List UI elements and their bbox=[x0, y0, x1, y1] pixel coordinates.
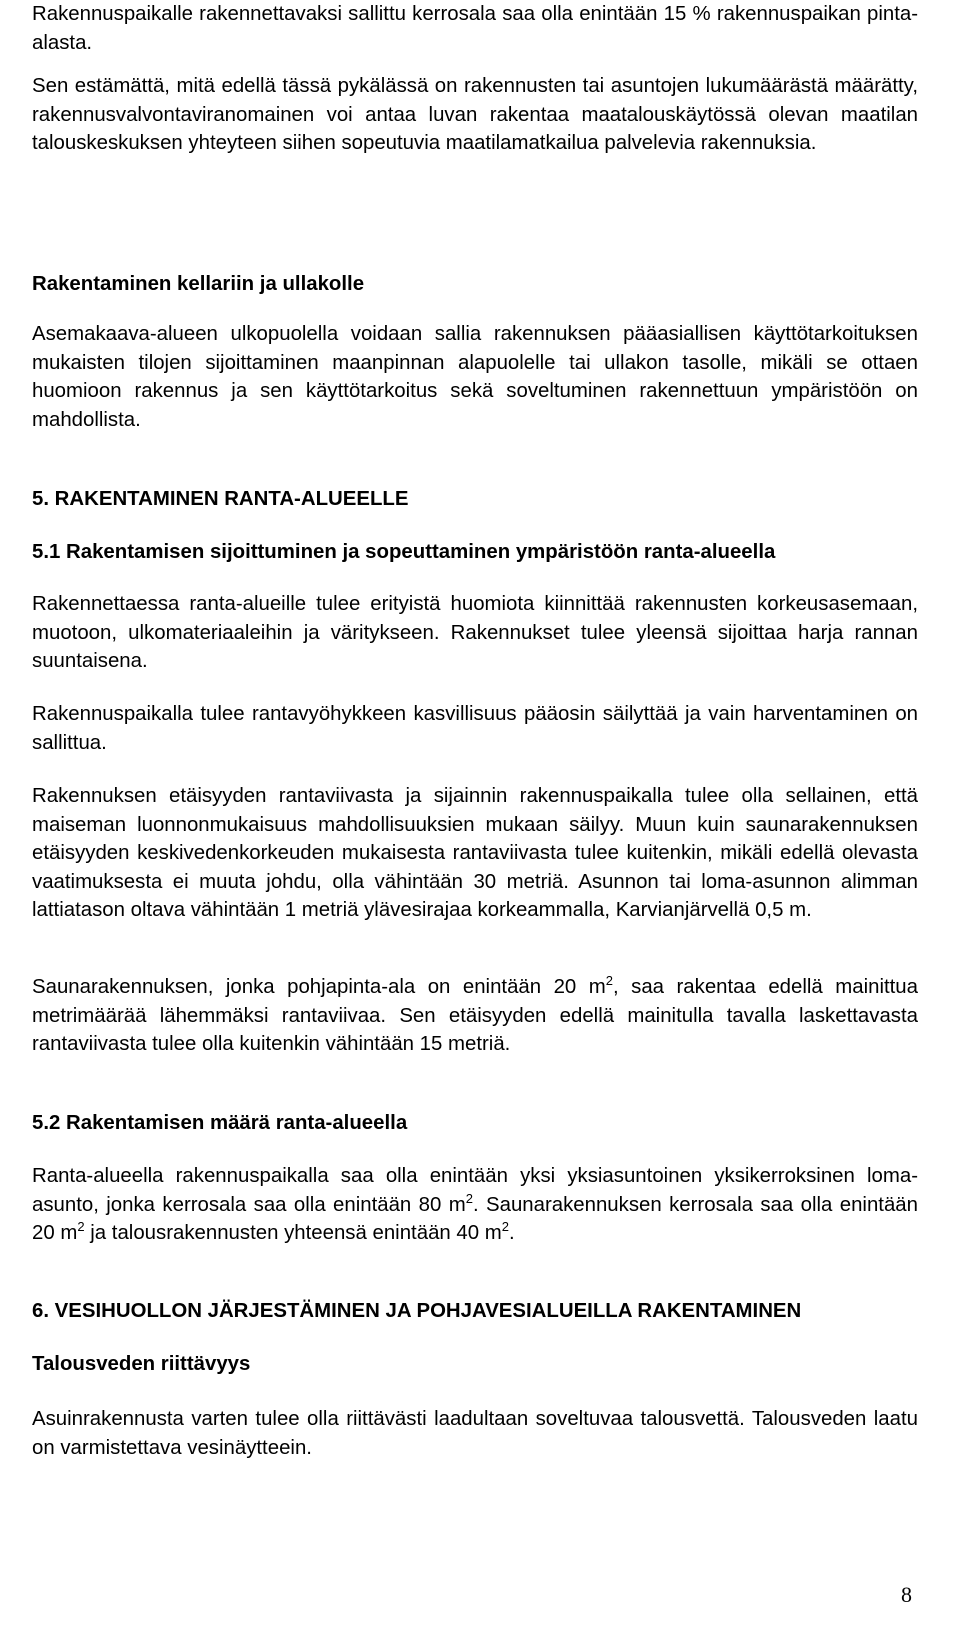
paragraph-maara-text-c: ja talousrakennusten yhteensä enintään 40 m bbox=[84, 1222, 502, 1244]
superscript-2: 2 bbox=[465, 1190, 473, 1206]
paragraph-ranta-sijoittaminen: Rakennettaessa ranta-alueille tulee erityistä huomiota kiinnittää rakennusten korkeusasemaan, muotoon, ulkomateriaaleihin ja väritykseen. Rakennukset tulee yleensä sijoittaa harja rannan suuntaisena. bbox=[32, 593, 918, 672]
heading-talousvesi: Talousveden riittävyys bbox=[32, 1353, 251, 1375]
paragraph-maatilamatkailu: Sen estämättä, mitä edellä tässä pykälässä on rakennusten tai asuntojen lukumäärästä määrätty, rakennusvalvontaviranomainen voi antaa luvan rakentaa maatalouskäytössä olevan maatilan talouskeskuksen yhteyteen siihen sopeutuvia maatilamatkailua palvelevia rakennuksia. bbox=[32, 75, 918, 154]
paragraph-saunarakennus bbox=[32, 973, 918, 1059]
heading-section-5: 5. RAKENTAMINEN RANTA-ALUEELLE bbox=[32, 488, 409, 510]
paragraph-kasvillisuus: Rakennuspaikalla tulee rantavyöhykkeen kasvillisuus pääosin säilyttää ja vain harventaminen on sallittua. bbox=[32, 703, 918, 754]
superscript-2: 2 bbox=[77, 1219, 85, 1234]
paragraph-maara-text-b: . Saunarakennuksen kerrosala saa olla enintään 20 m bbox=[32, 1193, 918, 1244]
paragraph-saunarakennus-text-a: Saunarakennuksen, jonka pohjapinta-ala on enintään 20 m bbox=[32, 976, 606, 998]
heading-section-6: 6. VESIHUOLLON JÄRJESTÄMINEN JA POHJAVESIALUEILLA RAKENTAMINEN bbox=[32, 1300, 802, 1322]
paragraph-kellari-ullakko: Asemakaava-alueen ulkopuolella voidaan sallia rakennuksen pääasiallisen käyttötarkoituksen mukaisten tilojen sijoittaminen maanpinnan alapuolelle tai ullakon tasolle, mikäli se ottaen huomioon rakennus ja sen käyttötarkoitus sekä soveltuminen rakennettuun ympäristöön on mahdollista. bbox=[32, 323, 918, 431]
paragraph-maara-text-a: Ranta-alueella rakennuspaikalla saa olla enintään yksi yksiasuntoinen yksikerroksinen loma-asunto, jonka kerrosala saa olla enintään 80 m bbox=[32, 1165, 918, 1216]
paragraph-kerrosala: Rakennuspaikalle rakennettavaksi sallittu kerrosala saa olla enintään 15 % rakennuspaikan pinta-alasta. bbox=[32, 3, 918, 54]
paragraph-maara-text-d: . bbox=[508, 1222, 515, 1244]
heading-section-5-1: 5.1 Rakentamisen sijoittuminen ja sopeuttaminen ympäristöön ranta-alueella bbox=[32, 541, 776, 563]
superscript-2: 2 bbox=[605, 973, 613, 988]
paragraph-rakentamisen-maara bbox=[32, 1162, 918, 1248]
paragraph-talousvesi: Asuinrakennusta varten tulee olla riittävästi laadultaan soveltuvaa talousvettä. Talousveden laatu on varmistettava vesinäytteein. bbox=[32, 1408, 918, 1459]
page-number: 8 bbox=[901, 1582, 912, 1607]
paragraph-saunarakennus-text-b: , saa rakentaa edellä mainittua metrimäärää lähemmäksi rantaviivaa. Sen etäisyyden edellä mainitulla tavalla laskettavasta rantaviivasta tulee olla kuitenkin vähintään 15 metriä. bbox=[32, 976, 918, 1055]
heading-section-5-2: 5.2 Rakentamisen määrä ranta-alueella bbox=[32, 1112, 408, 1134]
paragraph-etaisyys: Rakennuksen etäisyyden rantaviivasta ja sijainnin rakennuspaikalla tulee olla sellainen, että maiseman luonnonmukaisuus mahdollisuuksien mukaan säilyy. Muun kuin saunarakennuksen etäisyyden keskivedenkorkeuden mukaisesta rantaviivasta tulee kuitenkin, mikäli edellä olevasta vaatimuksesta ei muuta johdu, olla vähintään 30 metriä. Asunnon tai loma-asunnon alimman lattiatason oltava vähintään 1 metriä ylävesirajaa korkeammalla, Karvianjärvellä 0,5 m. bbox=[32, 785, 918, 921]
superscript-2: 2 bbox=[501, 1219, 509, 1234]
heading-kellari-ullakko: Rakentaminen kellariin ja ullakolle bbox=[32, 273, 365, 295]
